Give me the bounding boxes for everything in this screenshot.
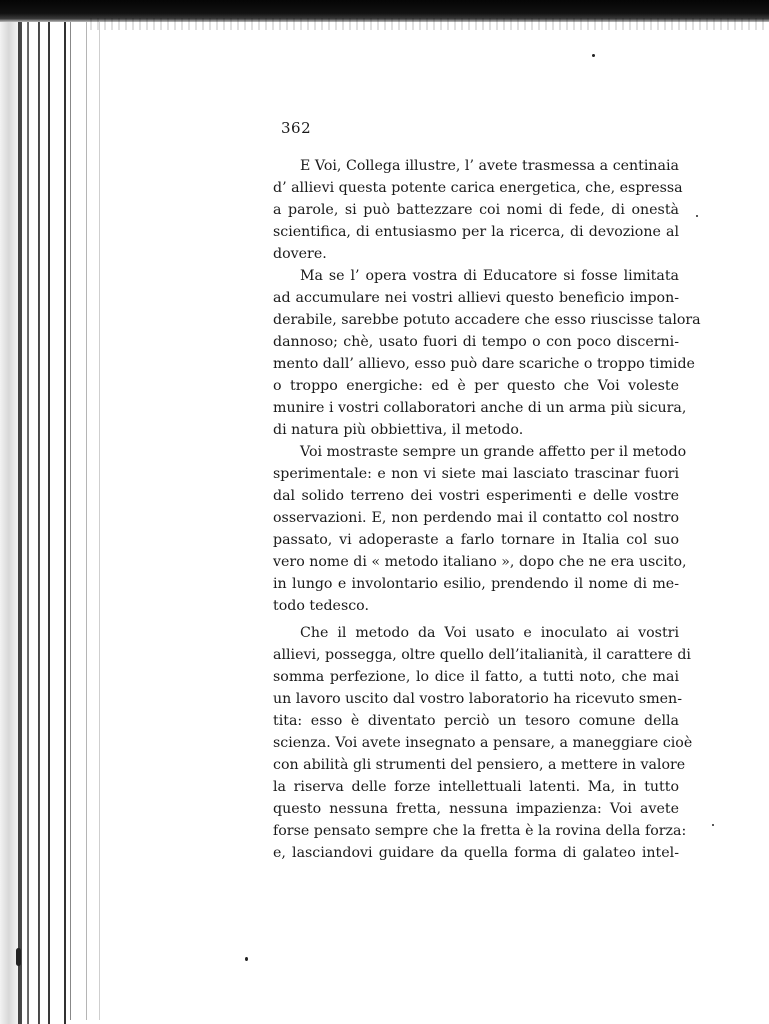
text-line: allievi, possegga, oltre quello dell’italianità, il carattere di <box>273 647 691 663</box>
scan-speck <box>592 54 595 57</box>
text-line: scienza. Voi avete insegnato a pensare, a maneggiare cioè <box>273 735 693 751</box>
text-line: o troppo energiche: ed è per questo che Voi voleste <box>273 378 679 394</box>
text-line: osservazioni. E, non perdendo mai il contatto col nostro <box>273 510 679 526</box>
binding-edge-line <box>99 10 100 1020</box>
text-line: dal solido terreno dei vostri esperimenti e delle vostre <box>273 488 679 504</box>
text-line: e, lasciandovi guidare da quella forma di galateo intel- <box>273 845 679 861</box>
text-line: a parole, si può battezzare coi nomi di fede, di onestà <box>273 202 679 218</box>
text-line: dovere. <box>273 246 327 262</box>
scan-speck <box>712 824 714 826</box>
ink-mark <box>16 948 21 966</box>
book-binding-edge <box>0 8 100 1024</box>
text-line: sperimentale: e non vi siete mai lasciato trascinar fuori <box>273 466 679 482</box>
text-line: passato, vi adoperaste a farlo tornare in Italia col suo <box>273 532 679 548</box>
text-line: tita: esso è diventato perciò un tesoro comune della <box>273 713 679 729</box>
text-line: todo tedesco. <box>273 598 369 614</box>
text-line: forse pensato sempre che la fretta è la rovina della forza: <box>273 823 687 839</box>
text-line: la riserva delle forze intellettuali latenti. Ma, in tutto <box>273 779 679 795</box>
text-line: in lungo e involontario esilio, prendendo il nome di me- <box>273 576 679 592</box>
scan-speck <box>245 957 248 961</box>
text-line: di natura più obbiettiva, il metodo. <box>273 422 524 438</box>
text-line: questo nessuna fretta, nessuna impazienza: Voi avete <box>273 801 679 817</box>
text-line: Voi mostraste sempre un grande affetto per il metodo <box>300 444 687 460</box>
text-line: d’ allievi questa potente carica energetica, che, espressa <box>273 180 683 196</box>
binding-edge-line <box>70 10 71 1020</box>
text-line: Che il metodo da Voi usato e inoculato ai vostri <box>300 625 679 641</box>
text-line: mento dall’ allievo, esso può dare scariche o troppo timide <box>273 356 695 372</box>
binding-edge-line <box>86 10 87 1020</box>
text-line: derabile, sarebbe potuto accadere che esso riuscisse talora <box>273 312 701 328</box>
text-line: ad accumulare nei vostri allievi questo beneficio impon- <box>273 290 679 306</box>
text-line: scientifica, di entusiasmo per la ricerca, di devozione al <box>273 224 679 240</box>
text-line: Ma se l’ opera vostra di Educatore si fosse limitata <box>300 268 679 284</box>
page-number: 362 <box>281 119 312 137</box>
text-line: E Voi, Collega illustre, l’ avete trasmessa a centinaia <box>300 158 679 174</box>
text-line: dannoso; chè, usato fuori di tempo o con poco discerni- <box>273 334 679 350</box>
scan-noise <box>90 18 769 30</box>
scan-speck <box>696 215 698 217</box>
text-line: vero nome di « metodo italiano », dopo che ne era uscito, <box>273 554 687 570</box>
text-line: munire i vostri collaboratori anche di un arma più sicura, <box>273 400 687 416</box>
text-line: con abilità gli strumenti del pensiero, a mettere in valore <box>273 757 686 773</box>
text-line: somma perfezione, lo dice il fatto, a tutti noto, che mai <box>273 669 679 685</box>
text-line: un lavoro uscito dal vostro laboratorio ha ricevuto smen- <box>273 691 682 707</box>
